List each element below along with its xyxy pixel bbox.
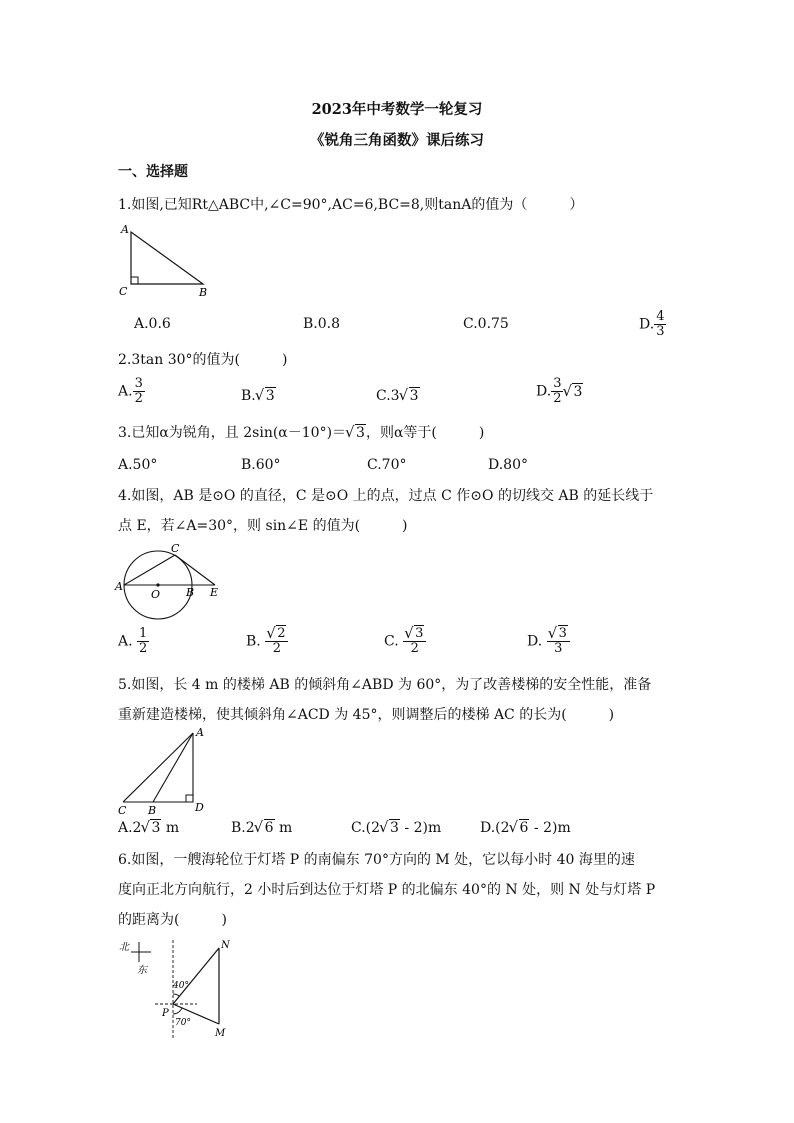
q1-label-c: C — [119, 285, 128, 298]
q4-chord-ac — [124, 555, 175, 585]
q2-option-d-den: 2 — [553, 391, 562, 406]
q1-option-b: B.0.8 — [303, 316, 341, 332]
q1-label-a: A — [121, 223, 129, 236]
q4-option-c-sqrt — [405, 627, 424, 641]
q6-bearing-figure — [115, 938, 245, 1042]
q5-option-d-suffix: - 2)m — [529, 820, 571, 836]
q5-option-c-suffix: - 2)m — [399, 820, 442, 836]
q4-stem-line-2: 点 E，若∠A=30°，则 sin∠E 的值为( ) — [118, 518, 408, 534]
q4-option-b-fraction — [265, 627, 288, 656]
title-line-2: 《锐角三角函数》课后练习 — [310, 132, 484, 149]
q2-option-a-den: 2 — [134, 391, 143, 406]
q4-option-d-prefix: D. — [527, 633, 543, 650]
q4-option-a-num: 1 — [139, 626, 148, 641]
q4-label-c: C — [171, 542, 180, 555]
q4-option-b-rad: 2 — [277, 626, 286, 641]
q4-option-b-prefix: B. — [246, 633, 261, 650]
q3-stem-b: ，则α等于( ) — [365, 425, 485, 441]
q4-option-d-rad: 3 — [558, 626, 567, 641]
title-line-1: 2023年中考数学一轮复习 — [311, 101, 483, 118]
q4-option-b-sqrt — [267, 627, 286, 641]
q2-stem: 2.3tan 30°的值为( ) — [118, 352, 288, 368]
q1-triangle — [131, 232, 203, 284]
q2-option-c-prefix: C.3 — [376, 388, 400, 404]
q1-right-angle-mark — [131, 277, 138, 284]
section-heading: 一、选择题 — [118, 164, 188, 180]
q5-option-d-sqrt — [510, 819, 530, 837]
q4-option-c-prefix: C. — [384, 633, 399, 650]
q2-option-c-sqrt — [400, 387, 420, 405]
q4-circle-figure — [115, 542, 230, 608]
q2-option-c-rad: 3 — [409, 388, 419, 404]
q6-stem-line-1: 6.如图，一艘海轮位于灯塔 P 的南偏东 70°方向的 M 处，它以每小时 40 海里的速 — [118, 852, 635, 868]
q4-option-b-num — [265, 627, 288, 642]
q4-option-d-den: 3 — [554, 641, 563, 656]
q2-option-b-rad: 3 — [265, 388, 275, 404]
q3-stem-rad: 3 — [356, 425, 365, 441]
q5-option-b-prefix: B.2 — [231, 820, 255, 836]
q5-option-c-prefix: C.(2 — [351, 820, 381, 836]
q5-option-c — [351, 819, 441, 837]
q3-stem-a: 3.已知α为锐角，且 2sin(α－10°)＝ — [118, 425, 347, 441]
q4-option-b — [246, 627, 288, 656]
q6-stem-line-3: 的距离为( ) — [118, 912, 227, 928]
q1-stem: 1.如图,已知Rt△ABC中,∠C=90°,AC=6,BC=8,则tanA的值为（ ） — [118, 197, 584, 213]
q6-angle-arc-40 — [173, 994, 180, 996]
q2-option-c — [376, 387, 420, 405]
q4-label-a: A — [115, 580, 123, 593]
q1-option-d-num: 4 — [656, 309, 665, 324]
q5-option-a-suffix: m — [161, 820, 180, 836]
q4-option-b-den: 2 — [272, 641, 281, 656]
q4-option-d-fraction — [547, 627, 570, 656]
q5-ladder-ab — [153, 733, 193, 802]
q5-label-b: B — [148, 804, 157, 817]
q4-option-a — [118, 627, 149, 656]
q6-angle-40: 40° — [173, 981, 189, 991]
q4-option-d — [527, 627, 570, 656]
q2-option-b — [241, 387, 276, 405]
q4-option-a-fraction — [137, 627, 149, 656]
q3-stem — [118, 424, 484, 442]
q5-option-d-prefix: D.(2 — [480, 820, 510, 836]
q2-option-d-sqrt — [563, 383, 583, 401]
q6-path-pn — [173, 948, 219, 1004]
q5-option-b-suffix: m — [274, 820, 293, 836]
q2-option-a — [118, 377, 145, 406]
q4-option-c — [384, 627, 426, 656]
q2-option-d — [536, 377, 583, 406]
q1-option-d-den: 3 — [656, 324, 665, 339]
q3-option-a: A.50° — [118, 457, 158, 473]
q6-angle-arc-70 — [173, 1008, 182, 1014]
q4-option-a-prefix: A. — [118, 633, 133, 650]
q1-triangle-figure — [115, 222, 225, 302]
q5-stem-line-2: 重新建造楼梯，使其倾斜角∠ACD 为 45°，则调整后的楼梯 AC 的长为( ) — [118, 707, 615, 723]
q4-option-d-num — [547, 627, 570, 642]
q5-ladder-ac — [123, 733, 193, 802]
q1-option-d-fraction — [654, 310, 666, 339]
q2-option-a-prefix: A. — [118, 383, 133, 400]
q5-label-c: C — [118, 804, 127, 817]
q4-label-b: B — [186, 586, 195, 599]
q4-label-e: E — [210, 586, 219, 599]
q5-option-c-rad: 3 — [390, 820, 399, 836]
q5-option-b — [231, 819, 292, 837]
q5-option-c-sqrt — [380, 819, 400, 837]
q3-stem-sqrt — [346, 424, 366, 442]
q6-label-n: N — [221, 940, 230, 951]
q4-option-a-den: 2 — [139, 641, 148, 656]
q5-option-d — [480, 819, 571, 837]
q4-tangent-ce — [175, 555, 215, 585]
q2-option-b-sqrt — [256, 387, 276, 405]
q4-option-c-rad: 3 — [415, 626, 424, 641]
q1-option-c: C.0.75 — [463, 316, 509, 332]
q5-option-d-rad: 6 — [519, 820, 529, 836]
q2-option-d-prefix: D. — [536, 383, 552, 400]
q4-stem-line-1: 4.如图，AB 是⊙O 的直径，C 是⊙O 上的点，过点 C 作⊙O 的切线交 AB 的延长线于 — [118, 488, 654, 504]
q5-ladder-figure — [115, 725, 215, 817]
q5-option-a-prefix: A.2 — [118, 820, 142, 836]
q1-option-d-prefix: D. — [639, 316, 655, 333]
q4-center-dot — [156, 583, 159, 586]
q5-option-a-sqrt — [141, 819, 161, 837]
q2-option-b-prefix: B. — [241, 388, 256, 404]
q4-option-d-sqrt — [549, 627, 568, 641]
q2-option-d-rad: 3 — [573, 383, 583, 400]
q4-option-c-num — [403, 627, 426, 642]
q5-label-a: A — [196, 726, 204, 739]
q3-option-b: B.60° — [241, 457, 281, 473]
q6-compass-north: 北 — [119, 942, 129, 953]
q5-option-b-sqrt — [255, 819, 275, 837]
q1-option-d — [639, 310, 666, 339]
q1-label-b: B — [199, 286, 208, 299]
q6-stem-line-2: 度向正北方向航行，2 小时后到达位于灯塔 P 的北偏东 40°的 N 处，则 N 处与灯塔 P — [118, 882, 656, 898]
q3-option-c: C.70° — [367, 457, 407, 473]
q2-option-a-fraction — [133, 377, 145, 406]
q5-label-d: D — [195, 801, 204, 814]
q6-label-p: P — [162, 1008, 169, 1019]
q4-option-c-fraction — [403, 627, 426, 656]
q1-option-a: A.0.6 — [134, 316, 171, 332]
q6-compass-east: 东 — [137, 965, 147, 976]
q4-option-c-den: 2 — [410, 641, 419, 656]
q5-stem-line-1: 5.如图，长 4 m 的楼梯 AB 的倾斜角∠ABD 为 60°，为了改善楼梯的安全性能，准备 — [118, 677, 652, 693]
q4-label-o: O — [151, 588, 161, 601]
q5-right-angle-mark — [186, 795, 193, 802]
q2-option-a-num: 3 — [134, 376, 143, 391]
q2-option-d-num: 3 — [553, 376, 562, 391]
q6-angle-70: 70° — [175, 1018, 191, 1028]
q5-option-a-rad: 3 — [151, 820, 161, 836]
q5-option-a — [118, 819, 179, 837]
q6-label-m: M — [215, 1028, 226, 1039]
q5-option-b-rad: 6 — [264, 820, 274, 836]
q3-option-d: D.80° — [488, 457, 528, 473]
